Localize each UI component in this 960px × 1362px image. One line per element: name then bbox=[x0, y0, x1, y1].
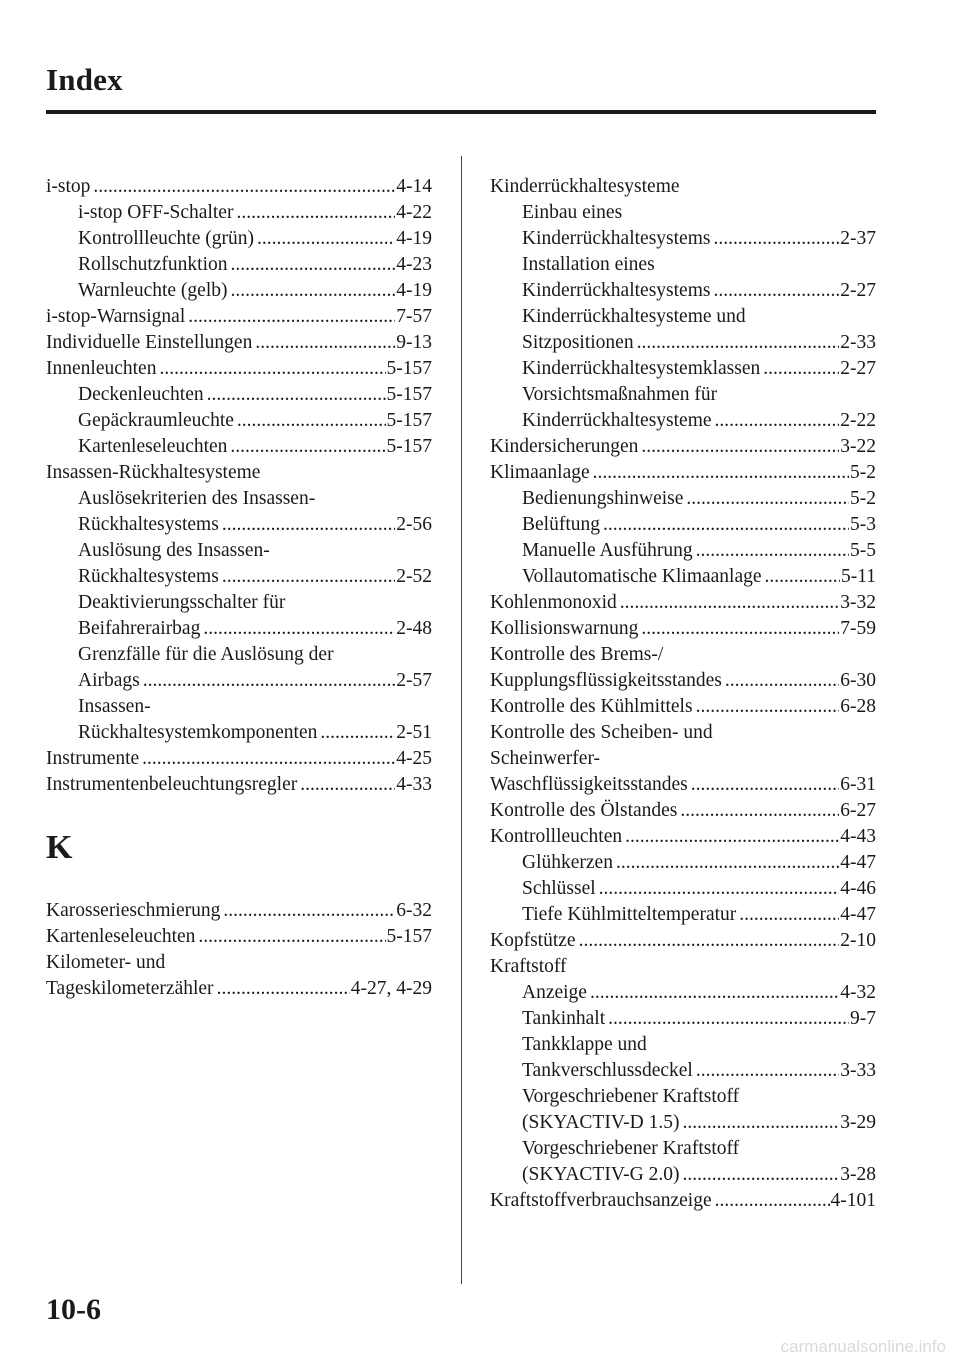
dot-leader bbox=[682, 1110, 839, 1136]
entry-term: Innenleuchten bbox=[46, 358, 157, 379]
entry-page[interactable]: 2-37 bbox=[840, 228, 876, 249]
index-subentry bbox=[46, 408, 432, 434]
index-entry bbox=[46, 304, 432, 330]
entry-term: Kinderrückhaltesystems bbox=[522, 280, 711, 301]
section-spacer bbox=[46, 884, 432, 898]
entry-page[interactable]: 7-57 bbox=[396, 306, 432, 327]
entry-term: Vorgeschriebener Kraftstoff bbox=[522, 1138, 740, 1159]
dot-leader bbox=[230, 434, 385, 460]
dot-leader bbox=[590, 980, 839, 1006]
index-entry bbox=[46, 772, 432, 798]
entry-page[interactable]: 2-48 bbox=[396, 618, 432, 639]
entry-term: Waschflüssigkeitsstandes bbox=[490, 774, 688, 795]
dot-leader bbox=[236, 200, 395, 226]
entry-page[interactable]: 4-19 bbox=[396, 280, 432, 301]
index-entry bbox=[490, 174, 876, 200]
index-subentry bbox=[46, 382, 432, 408]
index-subentry bbox=[490, 200, 876, 226]
entry-term: Instrumente bbox=[46, 748, 140, 769]
entry-term: Scheinwerfer- bbox=[490, 748, 601, 769]
dot-leader bbox=[255, 330, 395, 356]
index-subentry bbox=[46, 590, 432, 616]
index-subentry bbox=[490, 486, 876, 512]
dot-leader bbox=[142, 746, 395, 772]
index-subentry bbox=[46, 434, 432, 460]
index-subentry bbox=[490, 1032, 876, 1058]
entry-page[interactable]: 3-28 bbox=[840, 1164, 876, 1185]
entry-term: Kinderrückhaltesystemklassen bbox=[522, 358, 761, 379]
index-subentry bbox=[490, 876, 876, 902]
entry-page[interactable]: 4-25 bbox=[396, 748, 432, 769]
index-entry bbox=[490, 772, 876, 798]
dot-leader bbox=[739, 902, 839, 928]
entry-term: Kontrolle des Scheiben- und bbox=[490, 722, 713, 743]
dot-leader bbox=[686, 486, 849, 512]
index-subentry bbox=[46, 278, 432, 304]
index-entry bbox=[490, 434, 876, 460]
entry-term: Anzeige bbox=[522, 982, 587, 1003]
index-subentry bbox=[490, 1006, 876, 1032]
entry-page[interactable]: 6-30 bbox=[840, 670, 876, 691]
entry-page[interactable]: 4-23 bbox=[396, 254, 432, 275]
index-subentry bbox=[490, 330, 876, 356]
entry-page[interactable]: 5-157 bbox=[386, 436, 432, 457]
index-subentry bbox=[490, 304, 876, 330]
entry-page[interactable]: 4-46 bbox=[840, 878, 876, 899]
dot-leader bbox=[599, 876, 840, 902]
dot-leader bbox=[682, 1162, 839, 1188]
watermark: carmanualsonline.info bbox=[780, 1337, 946, 1356]
entry-term: Airbags bbox=[78, 670, 140, 691]
dot-leader bbox=[725, 668, 839, 694]
index-subentry bbox=[490, 226, 876, 252]
entry-page[interactable]: 2-33 bbox=[840, 332, 876, 353]
entry-page[interactable]: 3-22 bbox=[840, 436, 876, 457]
index-subentry bbox=[46, 616, 432, 642]
dot-leader bbox=[641, 434, 839, 460]
index-subentry bbox=[490, 408, 876, 434]
dot-leader bbox=[713, 226, 839, 252]
dot-leader bbox=[696, 538, 849, 564]
entry-term: i-stop-Warnsignal bbox=[46, 306, 186, 327]
dot-leader bbox=[230, 278, 395, 304]
entry-term: i-stop bbox=[46, 176, 91, 197]
entry-term: Insassen-Rückhaltesysteme bbox=[46, 462, 261, 483]
dot-leader bbox=[680, 798, 839, 824]
entry-term: Kindersicherungen bbox=[490, 436, 639, 457]
entry-page[interactable]: 5-157 bbox=[386, 926, 432, 947]
index-subentry bbox=[46, 642, 432, 668]
index-entry bbox=[490, 928, 876, 954]
entry-page[interactable]: 5-11 bbox=[840, 566, 876, 587]
entry-term: Kopfstütze bbox=[490, 930, 576, 951]
entry-term: Rollschutzfunktion bbox=[78, 254, 228, 275]
index-entry bbox=[46, 976, 432, 1002]
dot-leader bbox=[641, 616, 839, 642]
entry-term: Grenzfälle für die Auslösung der bbox=[78, 644, 334, 665]
index-subentry bbox=[490, 382, 876, 408]
entry-term: Individuelle Einstellungen bbox=[46, 332, 253, 353]
index-entry bbox=[490, 798, 876, 824]
entry-term: Auslösung des Insassen- bbox=[78, 540, 270, 561]
index-subentry bbox=[46, 538, 432, 564]
entry-term: Tankinhalt bbox=[522, 1008, 606, 1029]
entry-page[interactable]: 2-51 bbox=[396, 722, 432, 743]
entry-term: Tankverschlussdeckel bbox=[522, 1060, 693, 1081]
entry-term: Auslösekriterien des Insassen- bbox=[78, 488, 316, 509]
entry-page[interactable]: 5-157 bbox=[386, 410, 432, 431]
dot-leader bbox=[608, 1006, 849, 1032]
entry-term: Kilometer- und bbox=[46, 952, 166, 973]
entry-term: Kinderrückhaltesysteme bbox=[490, 176, 680, 197]
entry-term: Beifahrerairbag bbox=[78, 618, 201, 639]
dot-leader bbox=[603, 512, 849, 538]
entry-page[interactable]: 9-7 bbox=[850, 1008, 876, 1029]
entry-term: Warnleuchte (gelb) bbox=[78, 280, 228, 301]
dot-leader bbox=[217, 976, 350, 1002]
dot-leader bbox=[237, 408, 386, 434]
section-letter: K bbox=[46, 829, 73, 866]
dot-leader bbox=[300, 772, 395, 798]
entry-term: Kinderrückhaltesystems bbox=[522, 228, 711, 249]
entry-term: Belüftung bbox=[522, 514, 600, 535]
index-entry bbox=[490, 720, 876, 746]
index-entry bbox=[46, 330, 432, 356]
index-subentry bbox=[490, 1136, 876, 1162]
dot-leader bbox=[223, 898, 395, 924]
dot-leader bbox=[715, 1188, 830, 1214]
dot-leader bbox=[593, 460, 849, 486]
entry-term: Bedienungshinweise bbox=[522, 488, 684, 509]
index-entry bbox=[490, 590, 876, 616]
entry-page[interactable]: 5-157 bbox=[386, 384, 432, 405]
entry-term: Klimaanlage bbox=[490, 462, 590, 483]
entry-page[interactable]: 4-27, 4-29 bbox=[350, 978, 432, 999]
dot-leader bbox=[713, 278, 839, 304]
entry-page[interactable]: 4-14 bbox=[396, 176, 432, 197]
entry-term: Tageskilometerzähler bbox=[46, 978, 214, 999]
page-title: Index bbox=[46, 62, 123, 97]
index-subentry bbox=[490, 1162, 876, 1188]
index-entry bbox=[46, 460, 432, 486]
entry-page[interactable]: 2-27 bbox=[840, 358, 876, 379]
dot-leader bbox=[763, 356, 839, 382]
entry-page[interactable]: 4-101 bbox=[830, 1190, 876, 1211]
dot-leader bbox=[207, 382, 386, 408]
dot-leader bbox=[198, 924, 385, 950]
entry-term: Kinderrückhaltesysteme und bbox=[522, 306, 746, 327]
entry-term: Einbau eines bbox=[522, 202, 623, 223]
entry-term: Tiefe Kühlmitteltemperatur bbox=[522, 904, 737, 925]
entry-page[interactable]: 4-32 bbox=[840, 982, 876, 1003]
dot-leader bbox=[579, 928, 840, 954]
entry-page[interactable]: 5-157 bbox=[386, 358, 432, 379]
entry-term: Manuelle Ausführung bbox=[522, 540, 693, 561]
index-entry bbox=[490, 824, 876, 850]
dot-leader bbox=[696, 1058, 839, 1084]
entry-term: Sitzpositionen bbox=[522, 332, 634, 353]
entry-term: Vollautomatische Klimaanlage bbox=[522, 566, 762, 587]
entry-page[interactable]: 3-32 bbox=[840, 592, 876, 613]
index-entry bbox=[46, 174, 432, 200]
entry-page[interactable]: 3-29 bbox=[840, 1112, 876, 1133]
entry-page[interactable]: 2-27 bbox=[840, 280, 876, 301]
index-entry bbox=[490, 694, 876, 720]
index-subentry bbox=[46, 564, 432, 590]
dot-leader bbox=[222, 564, 395, 590]
entry-term: i-stop OFF-Schalter bbox=[78, 202, 234, 223]
column-divider bbox=[461, 156, 462, 1284]
index-subentry bbox=[490, 564, 876, 590]
entry-page[interactable]: 2-56 bbox=[396, 514, 432, 535]
index-subentry bbox=[490, 1084, 876, 1110]
index-entry bbox=[490, 1188, 876, 1214]
index-entry bbox=[46, 898, 432, 924]
dot-leader bbox=[188, 304, 395, 330]
entry-term: Deaktivierungsschalter für bbox=[78, 592, 286, 613]
entry-term: Vorsichtsmaßnahmen für bbox=[522, 384, 718, 405]
entry-page[interactable]: 2-57 bbox=[396, 670, 432, 691]
index-entry bbox=[490, 746, 876, 772]
index-entry bbox=[46, 924, 432, 950]
entry-term: Rückhaltesystemkomponenten bbox=[78, 722, 318, 743]
entry-page[interactable]: 2-52 bbox=[396, 566, 432, 587]
entry-term: Tankklappe und bbox=[522, 1034, 647, 1055]
entry-page[interactable]: 3-33 bbox=[840, 1060, 876, 1081]
index-entry bbox=[46, 746, 432, 772]
entry-page[interactable]: 2-22 bbox=[840, 410, 876, 431]
entry-page[interactable]: 7-59 bbox=[840, 618, 876, 639]
entry-term: Installation eines bbox=[522, 254, 655, 275]
entry-page[interactable]: 4-47 bbox=[840, 852, 876, 873]
index-subentry bbox=[46, 668, 432, 694]
dot-leader bbox=[765, 564, 840, 590]
entry-page[interactable]: 5-3 bbox=[850, 514, 876, 535]
entry-term: Kontrolle des Brems-/ bbox=[490, 644, 664, 665]
index-subentry bbox=[490, 1110, 876, 1136]
dot-leader bbox=[257, 226, 395, 252]
dot-leader bbox=[222, 512, 395, 538]
entry-term: Vorgeschriebener Kraftstoff bbox=[522, 1086, 740, 1107]
header-rule bbox=[46, 110, 876, 114]
index-subentry bbox=[490, 252, 876, 278]
entry-page[interactable]: 6-31 bbox=[840, 774, 876, 795]
entry-page[interactable]: 4-19 bbox=[396, 228, 432, 249]
entry-page[interactable]: 5-5 bbox=[850, 540, 876, 561]
dot-leader bbox=[691, 772, 840, 798]
entry-term: Schlüssel bbox=[522, 878, 596, 899]
index-subentry bbox=[490, 512, 876, 538]
index-subentry bbox=[490, 902, 876, 928]
entry-term: Rückhaltesystems bbox=[78, 566, 219, 587]
dot-leader bbox=[696, 694, 840, 720]
entry-page[interactable]: 2-10 bbox=[840, 930, 876, 951]
dot-leader bbox=[231, 252, 396, 278]
page-number: 10-6 bbox=[46, 1293, 101, 1326]
index-column-right bbox=[490, 174, 876, 1214]
index-entry bbox=[46, 356, 432, 382]
index-subentry bbox=[46, 200, 432, 226]
entry-term: Karosserieschmierung bbox=[46, 900, 221, 921]
entry-term: Kontrolle des Ölstandes bbox=[490, 800, 678, 821]
index-subentry bbox=[490, 980, 876, 1006]
index-subentry bbox=[46, 512, 432, 538]
entry-term: Kontrollleuchte (grün) bbox=[78, 228, 254, 249]
entry-term: (SKYACTIV-G 2.0) bbox=[522, 1164, 680, 1185]
index-entry bbox=[490, 460, 876, 486]
entry-page[interactable]: 5-2 bbox=[850, 462, 876, 483]
index-subentry bbox=[46, 252, 432, 278]
index-subentry bbox=[490, 538, 876, 564]
index-subentry bbox=[490, 1058, 876, 1084]
dot-leader bbox=[143, 668, 396, 694]
dot-leader bbox=[93, 174, 395, 200]
entry-page[interactable]: 4-33 bbox=[396, 774, 432, 795]
index-subentry bbox=[490, 850, 876, 876]
index-entry bbox=[490, 616, 876, 642]
entry-page[interactable]: 9-13 bbox=[396, 332, 432, 353]
entry-page[interactable]: 6-27 bbox=[840, 800, 876, 821]
dot-leader bbox=[715, 408, 840, 434]
entry-page[interactable]: 5-2 bbox=[850, 488, 876, 509]
entry-term: Gepäckraumleuchte bbox=[78, 410, 234, 431]
entry-term: Kollisionswarnung bbox=[490, 618, 639, 639]
entry-term: Deckenleuchten bbox=[78, 384, 204, 405]
entry-term: Kraftstoff bbox=[490, 956, 567, 977]
dot-leader bbox=[616, 850, 839, 876]
entry-page[interactable]: 4-22 bbox=[396, 202, 432, 223]
index-entry bbox=[46, 950, 432, 976]
entry-term: Kupplungsflüssigkeitsstandes bbox=[490, 670, 722, 691]
entry-term: Kartenleseleuchten bbox=[78, 436, 228, 457]
index-subentry bbox=[46, 226, 432, 252]
entry-term: Insassen- bbox=[78, 696, 151, 717]
entry-page[interactable]: 4-47 bbox=[840, 904, 876, 925]
entry-term: Kartenleseleuchten bbox=[46, 926, 196, 947]
index-entry bbox=[490, 954, 876, 980]
index-subentry bbox=[46, 486, 432, 512]
entry-term: Instrumentenbeleuchtungsregler bbox=[46, 774, 298, 795]
dot-leader bbox=[203, 616, 395, 642]
index-subentry bbox=[490, 278, 876, 304]
entry-page[interactable]: 6-28 bbox=[840, 696, 876, 717]
entry-term: Kohlenmonoxid bbox=[490, 592, 617, 613]
index-subentry bbox=[46, 720, 432, 746]
entry-term: Kraftstoffverbrauchsanzeige bbox=[490, 1190, 712, 1211]
index-entry bbox=[490, 642, 876, 668]
index-subentry bbox=[490, 356, 876, 382]
index-entry bbox=[490, 668, 876, 694]
entry-page[interactable]: 6-32 bbox=[396, 900, 432, 921]
entry-term: Rückhaltesystems bbox=[78, 514, 219, 535]
dot-leader bbox=[625, 824, 839, 850]
dot-leader bbox=[320, 720, 395, 746]
index-column-left bbox=[46, 174, 432, 1002]
entry-term: Kontrollleuchten bbox=[490, 826, 623, 847]
entry-page[interactable]: 4-43 bbox=[840, 826, 876, 847]
dot-leader bbox=[620, 590, 840, 616]
dot-leader bbox=[159, 356, 385, 382]
entry-term: Glühkerzen bbox=[522, 852, 613, 873]
entry-term: (SKYACTIV-D 1.5) bbox=[522, 1112, 680, 1133]
index-subentry bbox=[46, 694, 432, 720]
entry-term: Kontrolle des Kühlmittels bbox=[490, 696, 693, 717]
dot-leader bbox=[637, 330, 840, 356]
entry-term: Kinderrückhaltesysteme bbox=[522, 410, 712, 431]
